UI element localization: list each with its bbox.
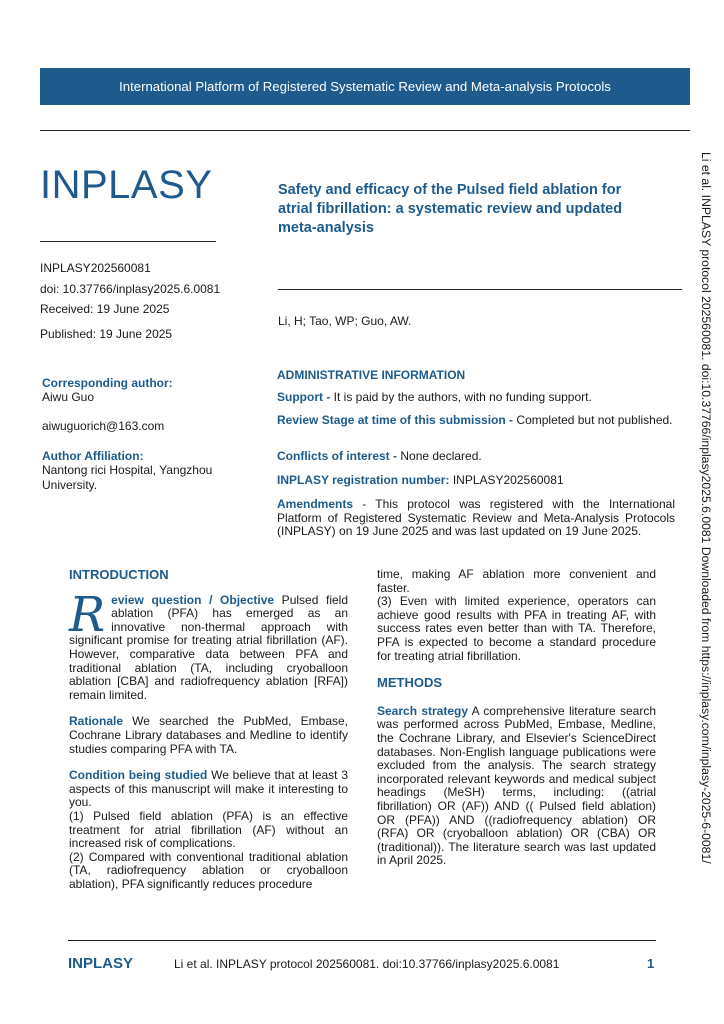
- vertical-citation-strip: [696, 152, 716, 864]
- review-stage-statement: [277, 414, 675, 428]
- condition-point-2-continued: time, making AF ablation more convenient and faster.: [377, 567, 656, 595]
- author-affiliation-line2: University.: [42, 478, 98, 492]
- title-divider: [278, 289, 682, 290]
- support-text: It is paid by the authors, with no funding support.: [330, 390, 592, 404]
- registration-label: INPLASY registration number:: [277, 473, 450, 487]
- inplasy-logo: INPLASY: [40, 163, 213, 207]
- review-stage-text: Completed but not published.: [513, 413, 673, 427]
- conflicts-text: None declared.: [397, 449, 482, 463]
- authors: Li, H; Tao, WP; Guo, AW.: [278, 314, 412, 328]
- condition-label: Condition being studied: [69, 768, 208, 783]
- condition-point-2: (2) Compared with conventional traditional ablation (TA, radiofrequency ablation or cryoballoon ablation), PFA significantly reduces procedure: [69, 849, 348, 891]
- article-title: [278, 181, 658, 238]
- footer-logo: INPLASY: [68, 955, 134, 972]
- condition-point-1: (1) Pulsed field ablation (PFA) is an effective treatment for atrial fibrillation (AF) without an increased risk of complications.: [69, 808, 348, 851]
- published-date: Published: 19 June 2025: [40, 327, 173, 341]
- author-affiliation-label: Author Affiliation:: [42, 449, 144, 463]
- rationale-text: We searched the PubMed, Embase, Cochrane Library databases and Medline to identify studies comparing PFA with TA.: [69, 714, 348, 756]
- footer-citation: Li et al. INPLASY protocol 202560081. doi:10.37766/inplasy2025.6.0081: [174, 957, 560, 971]
- condition-text: We believe that at least 3 aspects of this manuscript will make it interesting to you.: [69, 768, 348, 810]
- footer-divider: [68, 940, 656, 941]
- corresponding-author-label: Corresponding author:: [42, 376, 173, 390]
- review-question-label: eview question / Objective: [111, 592, 275, 607]
- amendments-statement: [277, 498, 675, 539]
- registration-number: INPLASY202560081: [449, 473, 564, 487]
- vertical-citation[interactable]: Li et al. INPLASY protocol 202560081. doi:10.37766/inplasy2025.6.0081 Downloaded from https://inplasy.com/inplasy-2025-6-0081/: [699, 152, 713, 864]
- conflicts-statement: [277, 450, 675, 464]
- review-question-text: Pulsed field ablation (PFA) has emerged as an innovative non-thermal approach with significant promise for treating atrial fibrillation (AF). However, comparative data between PFA and traditional ablation (TA, including cryoballoon ablation [CBA] and radiofrequency ablation [RFA]) remain limited.: [69, 592, 349, 702]
- methods-heading: METHODS: [377, 675, 442, 691]
- received-date: Received: 19 June 2025: [40, 302, 170, 316]
- condition-point-3: (3) Even with limited experience, operators can achieve good results with PFA in treating AF, with success rates even better than with TA. Therefore, PFA is expected to become a standard procedure for treating atrial fibrillation.: [377, 594, 656, 663]
- search-strategy-text: A comprehensive literature search was performed across PubMed, Embase, Medline, the Cochrane Library, and Elsevier's ScienceDirect databases. Non-English language publications were excluded from the analysis. The search strategy incorporated relevant keywords and medical subject headings (MeSH) terms, including: ((atrial fibrillation) OR (AF)) AND (( Pulsed field ablation) OR (PFA)) AND ((radiofrequency ablation) OR (RFA) OR (cryoballoon ablation) OR (CBA) OR (traditional)). The literature search was last updated in April 2025.: [377, 703, 656, 868]
- introduction-column: [69, 568, 348, 891]
- support-label: Support -: [277, 390, 331, 404]
- protocol-id: INPLASY202560081: [40, 261, 151, 275]
- title-line-1: Safety and efficacy of the Pulsed field ablation for: [278, 182, 622, 198]
- header-banner: International Platform of Registered Systematic Review and Meta-analysis Protocols: [40, 68, 690, 105]
- doi[interactable]: doi: 10.37766/inplasy2025.6.0081: [40, 282, 221, 296]
- logo-divider: [40, 241, 216, 242]
- amendments-text: - This protocol was registered with the International Platform of Registered Systematic Review and Meta-Analysis Protocols (INPLASY) on 19 June 2025 and was last updated on 19 June 2025.: [277, 497, 675, 538]
- amendments-label: Amendments: [277, 497, 354, 511]
- title-line-2: atrial fibrillation: a systematic review and updated: [278, 201, 623, 217]
- author-affiliation-line1: Nantong rici Hospital, Yangzhou: [42, 463, 213, 477]
- admin-heading: ADMINISTRATIVE INFORMATION: [277, 368, 466, 382]
- registration-statement: [277, 474, 675, 488]
- review-stage-label: Review Stage at time of this submission -: [277, 413, 514, 427]
- page-number: 1: [647, 956, 655, 971]
- rationale-label: Rationale: [69, 714, 124, 729]
- conflicts-label: Conflicts of interest -: [277, 449, 398, 463]
- right-column: [377, 568, 656, 881]
- drop-cap: R: [69, 586, 106, 643]
- support-statement: [277, 391, 675, 405]
- corresponding-author-name: Aiwu Guo: [42, 390, 95, 404]
- author-email[interactable]: aiwuguorich@163.com: [42, 419, 165, 433]
- top-divider: [40, 130, 690, 131]
- introduction-heading: INTRODUCTION: [69, 567, 169, 582]
- title-line-3: meta-analysis: [278, 220, 374, 236]
- search-strategy-label: Search strategy: [377, 703, 469, 718]
